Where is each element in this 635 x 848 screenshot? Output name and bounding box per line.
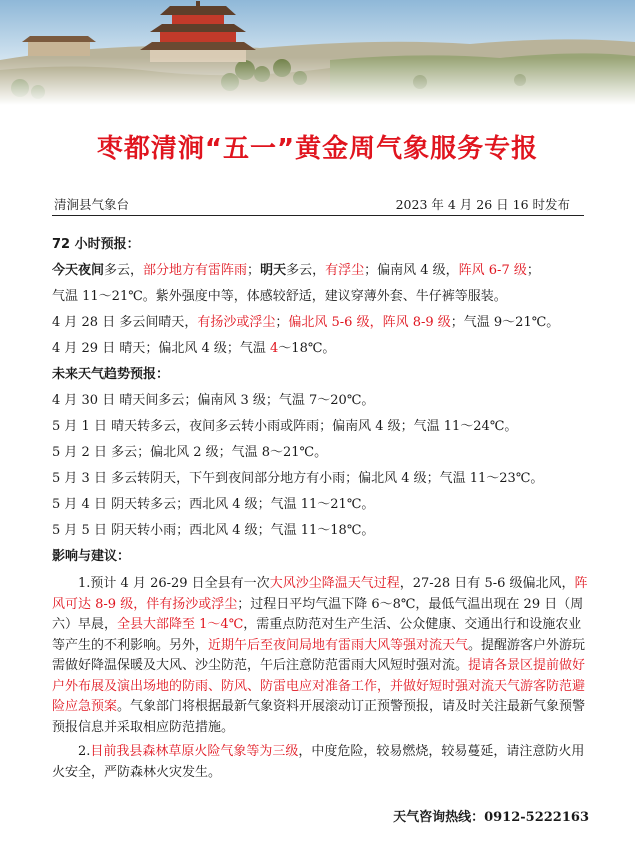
header-banner-image [0,0,635,105]
section-heading-advice: 影响与建议： [52,549,131,564]
issuer-row [52,195,584,216]
section-heading-trend: 未来天气趋势预报： [52,367,170,382]
trend-item: 4 月 30 日 晴天间多云；偏南风 3 级；气温 7～20℃。 [52,393,375,408]
page-title: 枣都清涧“五一”黄金周气象服务专报 [96,134,539,164]
forecast-apr29: 4 月 29 日 晴天；偏北风 4 级；气温 4～18℃。 [52,341,336,356]
forecast-today-line: 今天夜间多云，部分地方有雷阵雨；明天多云，有浮尘；偏南风 4 级，阵风 6-7 级； [52,263,540,278]
weather-hotline: 天气咨询热线：0912-5222163 [393,810,589,825]
trend-item: 5 月 5 日 阴天转小雨；西北风 4 级；气温 11～18℃。 [52,523,375,538]
trend-item: 5 月 3 日 多云转阴天，下午到夜间部分地方有小雨；偏北风 4 级；气温 11～23℃。 [52,471,544,486]
section-heading-72h: 72 小时预报： [52,237,140,252]
report-body [52,232,592,783]
issuing-agency: 清涧县气象台 [54,197,130,212]
issue-date: 2023 年 4 月 26 日 16 时发布 [395,197,570,212]
advice-paragraph-2: 2.目前我县森林草原火险气象等为三级，中度危险，较易燃烧，较易蔓延，请注意防火用火安全，严防森林火灾发生。 [52,744,585,780]
advice-paragraph-1: 1.预计 4 月 26-29 日全县有一次大风沙尘降温天气过程，27-28 日有 5-6 级偏北风，阵风可达 8-9 级，伴有扬沙或浮尘；过程日平均气温下降 6～8℃，最低气温出现在 29 日（周六）早晨，全县大部降至 1～4℃，需重点防范对生产生活、公众健康、交通出行和设施农业等产生的不利影响。另外，近期午后至夜间局地有雷雨大风等强对流天气。提醒游客户外游玩需做好降温保暖及大风、沙尘防范，午后注意防范雷雨大风短时强对流。提请各景区提前做好户外布展及演出场地的防雨、防风、防雷电应对准备工作，并做好短时强对流天气游客防范避险应急预案。气象部门将根据最新气象资料开展滚动订正预警预报，请及时关注最新气象预警预报信息并采取相应防范措施。 [52,576,588,735]
trend-item: 5 月 4 日 阴天转多云；西北风 4 级；气温 11～21℃。 [52,497,375,512]
forecast-apr28: 4 月 28 日 多云间晴天，有扬沙或浮尘；偏北风 5-6 级，阵风 8-9 级；气温 9～21℃。 [52,315,560,330]
trend-item: 5 月 2 日 多云；偏北风 2 级；气温 8～21℃。 [52,445,328,460]
trend-item: 5 月 1 日 晴天转多云，夜间多云转小雨或阵雨；偏南风 4 级；气温 11～24℃。 [52,419,518,434]
forecast-today-line-2: 气温 11～21℃。紫外强度中等，体感较舒适，建议穿薄外套、牛仔裤等服装。 [52,289,507,304]
